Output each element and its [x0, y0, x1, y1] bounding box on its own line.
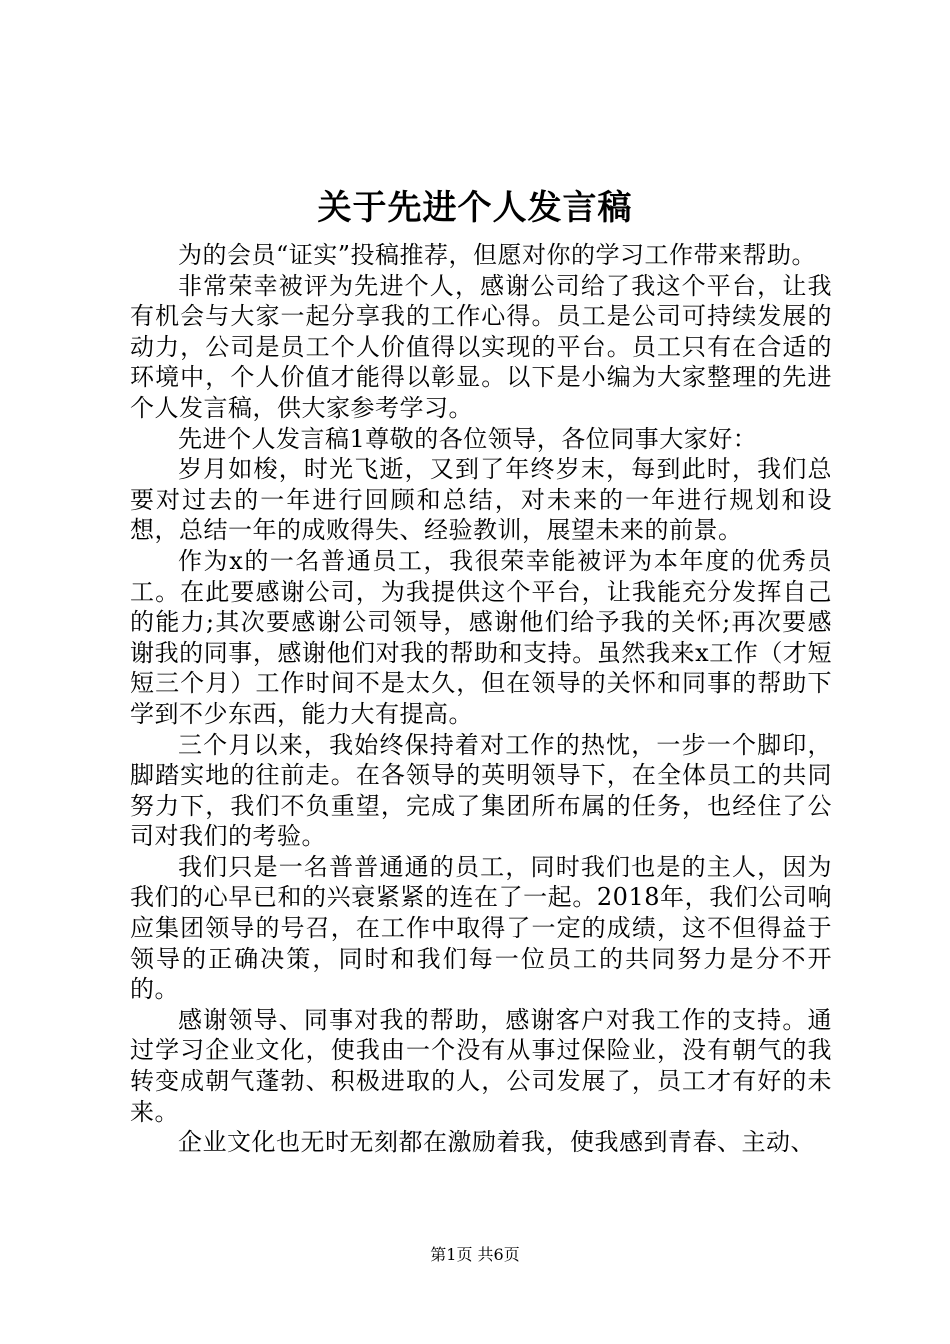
- document-body: [130, 240, 832, 1158]
- paragraph: 先进个人发言稿1尊敬的各位领导，各位同事大家好：: [178, 424, 758, 453]
- paragraph: 我们只是一名普普通通的员工，同时我们也是的主人，因为我们的心早已和的兴衰紧紧的连在了一起。2018年，我们公司响应集团领导的号召，在工作中取得了一定的成绩，这不但得益于领导的正确决策，同时和我们每一位员工的共同努力是分不开的。: [130, 852, 832, 1004]
- paragraph: 为的会员“证实”投稿推荐，但愿对你的学习工作带来帮助。: [178, 241, 817, 269]
- paragraph: 岁月如梭，时光飞逝，又到了年终岁末，每到此时，我们总要对过去的一年进行回顾和总结，对未来的一年进行规划和设想，总结一年的成败得失、经验教训，展望未来的前景。: [130, 455, 832, 545]
- page-footer: [0, 1245, 950, 1265]
- paragraph: 感谢领导、同事对我的帮助，感谢客户对我工作的支持。通过学习企业文化，使我由一个没有从事过保险业，没有朝气的我转变成朝气蓬勃、积极进取的人，公司发展了，员工才有好的未来。: [130, 1005, 832, 1126]
- paragraph: 三个月以来，我始终保持着对工作的热忱，一步一个脚印，脚踏实地的往前走。在各领导的英明领导下，在全体员工的共同努力下，我们不负重望，完成了集团所布属的任务，也经住了公司对我们的考验。: [130, 730, 832, 851]
- paragraph: 作为x的一名普通员工，我很荣幸能被评为本年度的优秀员工。在此要感谢公司，为我提供这个平台，让我能充分发挥自己的能力;其次要感谢公司领导，感谢他们给予我的关怀;再次要感谢我的同事，感谢他们对我的帮助和支持。虽然我来x工作（才短短三个月）工作时间不是太久，但在领导的关怀和同事的帮助下学到不少东西，能力大有提高。: [130, 546, 832, 728]
- document-title: 关于先进个人发言稿: [317, 188, 633, 228]
- page-number: 第1页 共6页: [430, 1245, 520, 1264]
- paragraph: 企业文化也无时无刻都在激励着我，使我感到青春、主动、: [178, 1128, 815, 1157]
- paragraph: 非常荣幸被评为先进个人，感谢公司给了我这个平台，让我有机会与大家一起分享我的工作心得。员工是公司可持续发展的动力，公司是员工个人价值得以实现的平台。员工只有在合适的环境中，个人价值才能得以彰显。以下是小编为大家整理的先进个人发言稿，供大家参考学习。: [130, 271, 832, 422]
